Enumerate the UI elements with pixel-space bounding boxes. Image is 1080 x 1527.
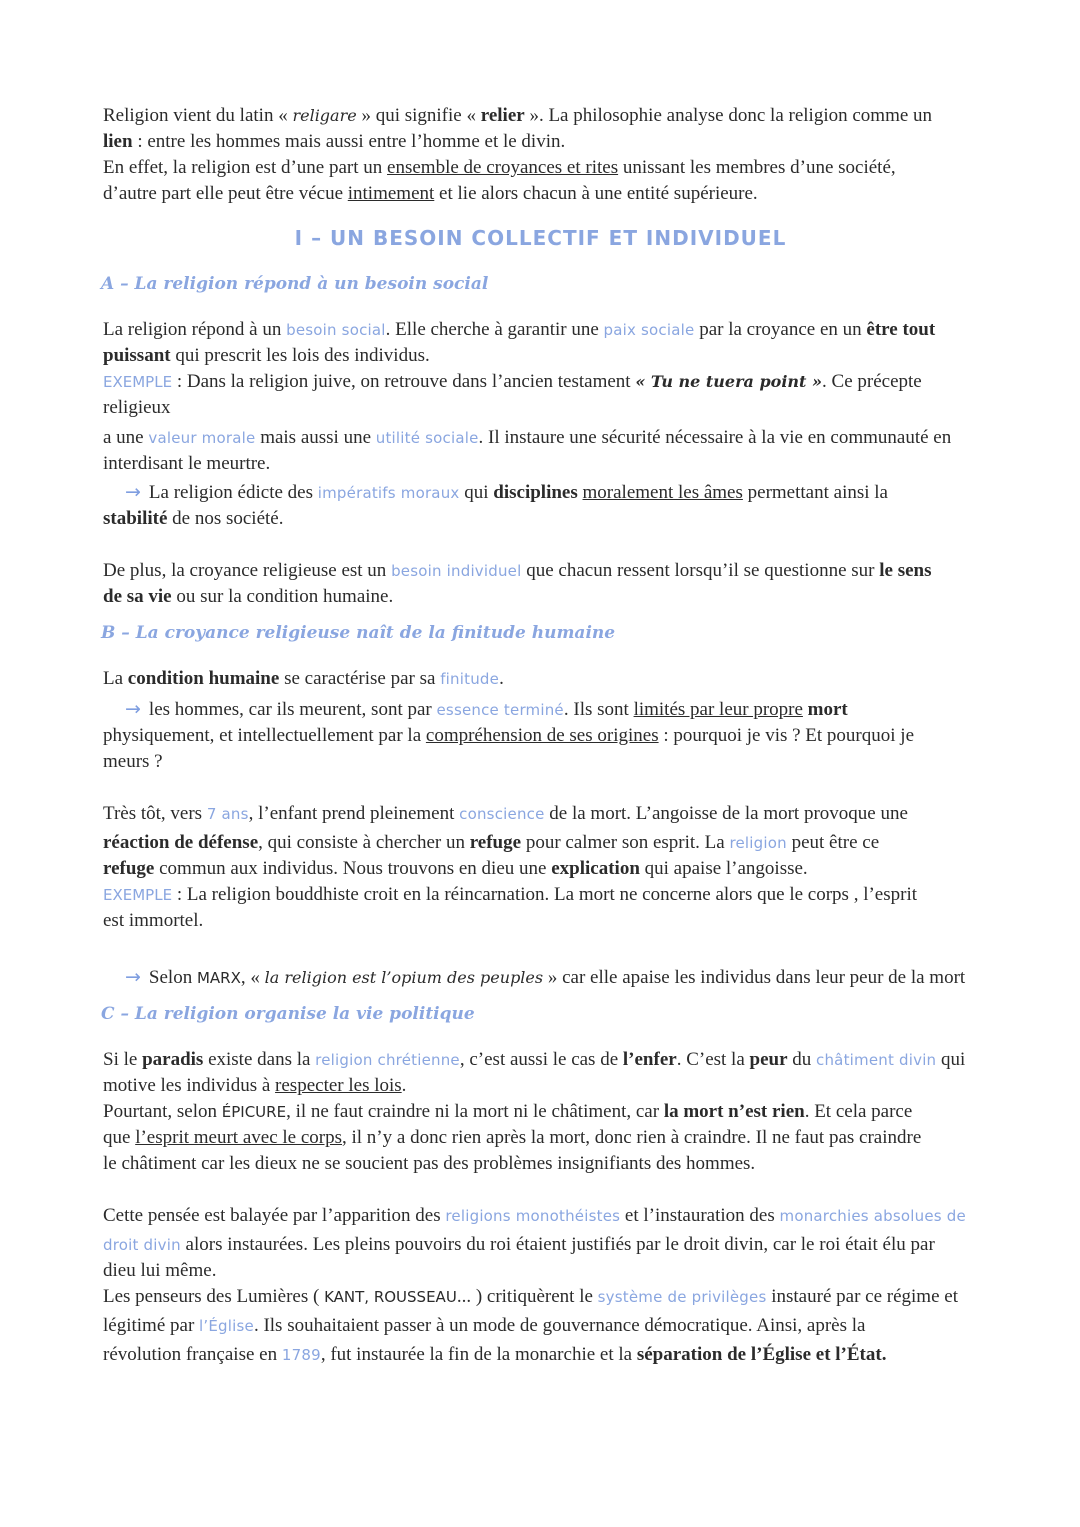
text-line: de sa vie ou sur la condition humaine. <box>103 586 394 607</box>
text-line: droit divin alors instaurées. Les pleins pouvoirs du roi étaient justifiés par le droit divin, car le roi était élu par <box>103 1234 935 1255</box>
text-line: Très tôt, vers 7 ans, l’enfant prend pleinement conscience de la mort. L’angoisse de la mort provoque une <box>103 803 908 824</box>
highlight-term: essence terminé <box>436 701 564 719</box>
key-term: relier <box>480 105 525 126</box>
highlight-term: valeur morale <box>148 429 256 447</box>
quote: « Tu ne tuera point » <box>635 372 823 391</box>
text-line: réaction de défense, qui consiste à chercher un refuge pour calmer son esprit. La religion peut être ce <box>103 832 880 853</box>
key-term: le sens <box>879 560 932 581</box>
key-term: refuge <box>469 832 522 853</box>
text-line: De plus, la croyance religieuse est un besoin individuel que chacun ressent lorsqu’il se questionne sur le sens <box>103 560 932 581</box>
example-label: EXEMPLE <box>103 886 173 904</box>
text-line: Si le paradis existe dans la religion chrétienne, c’est aussi le cas de l’enfer. C’est la peur du châtiment divin qui <box>103 1049 966 1070</box>
spacer <box>103 775 978 801</box>
text-line: révolution française en 1789, fut instaurée la fin de la monarchie et la séparation de l’Église et l’État. <box>103 1344 887 1365</box>
underlined-term: intimement <box>347 183 435 204</box>
intro-paragraph <box>103 103 978 207</box>
highlight-term: religions monothéistes <box>445 1207 621 1225</box>
highlight-term: religion chrétienne <box>315 1051 460 1069</box>
text-line: dieu lui même. <box>103 1260 217 1281</box>
arrow-right-icon: → <box>125 698 141 720</box>
highlight-term: paix sociale <box>603 321 695 339</box>
section-c-title: C – La religion organise la vie politique <box>101 1004 475 1024</box>
text-line: → Selon MARX, « la religion est l’opium des peuples » car elle apaise les individus dans leur peur de la mort <box>125 966 966 988</box>
highlight-term: conscience <box>459 805 545 823</box>
key-term: stabilité <box>103 508 168 529</box>
text-line: La religion répond à un besoin social. Elle cherche à garantir une paix sociale par la croyance en un être tout <box>103 319 936 340</box>
text-line: que l’esprit meurt avec le corps, il n’y a donc rien après la mort, donc rien à craindre. Il ne faut pas craindre <box>103 1127 922 1148</box>
highlight-term: utilité sociale <box>375 429 479 447</box>
text-line: Cette pensée est balayée par l’apparition des religions monothéistes et l’instauration des monarchies absolues de <box>103 1205 966 1226</box>
text-line: stabilité de nos société. <box>103 508 284 529</box>
text-line: refuge commun aux individus. Nous trouvons en dieu une explication qui apaise l’angoisse. <box>103 858 808 879</box>
text-line: a une valeur morale mais aussi une utilité sociale. Il instaure une sécurité nécessaire à la vie en communauté en <box>103 427 952 448</box>
key-term: séparation de l’Église et l’État. <box>636 1344 887 1365</box>
quote: la religion est l’opium des peuples <box>264 968 544 987</box>
key-term: être tout <box>866 319 936 340</box>
text-line: Pourtant, selon ÉPICURE, il ne faut craindre ni la mort ni le châtiment, car la mort n’est rien. Et cela parce <box>103 1101 913 1122</box>
main-heading: I – UN BESOIN COLLECTIF ET INDIVIDUEL <box>294 226 787 250</box>
intro-line: d’autre part elle peut être vécue intimement et lie alors chacun à une entité supérieure. <box>103 183 758 204</box>
highlight-term: finitude <box>440 670 500 688</box>
text-line: puissant qui prescrit les lois des individus. <box>103 345 430 366</box>
author-name: MARX <box>196 969 241 987</box>
text-line: → les hommes, car ils meurent, sont par essence terminé. Ils sont limités par leur propre mort <box>125 698 848 720</box>
highlight-term: 7 ans <box>206 805 249 823</box>
key-term: puissant <box>103 345 171 366</box>
text-line: → La religion édicte des impératifs moraux qui disciplines moralement les âmes permettant ainsi la <box>125 481 888 503</box>
highlight-term: droit divin <box>103 1236 181 1254</box>
spacer <box>103 1177 978 1203</box>
section-a-title: A – La religion répond à un besoin social <box>101 274 489 294</box>
text-line: interdisant le meurtre. <box>103 453 271 474</box>
key-term: réaction de défense <box>103 832 259 853</box>
highlight-term: impératifs moraux <box>317 484 460 502</box>
key-term: de sa vie <box>103 586 172 607</box>
key-term: refuge <box>103 858 155 879</box>
text-line: EXEMPLE : La religion bouddhiste croit en la réincarnation. La mort ne concerne alors que le corps , l’esprit <box>103 884 918 905</box>
author-name: ÉPICURE <box>221 1103 287 1121</box>
intro-line: En effet, la religion est d’une part un ensemble de croyances et rites unissant les membres d’une société, <box>103 157 896 178</box>
author-name: KANT, ROUSSEAU <box>324 1288 457 1306</box>
text-line: est immortel. <box>103 910 204 931</box>
key-term: disciplines <box>493 482 578 503</box>
key-term: condition humaine <box>127 668 280 689</box>
document-page <box>103 103 978 1368</box>
underlined-term: ensemble de croyances et rites <box>387 157 619 178</box>
key-term: l’enfer <box>622 1049 677 1070</box>
spacer <box>103 532 978 558</box>
key-term: mort <box>807 699 848 720</box>
text-line: La condition humaine se caractérise par sa finitude. <box>103 668 504 689</box>
section-b-title: B – La croyance religieuse naît de la finitude humaine <box>101 623 616 643</box>
highlight-term: système de privilèges <box>597 1288 767 1306</box>
key-term: peur <box>749 1049 788 1070</box>
intro-line: lien : entre les hommes mais aussi entre l’homme et le divin. <box>103 131 566 152</box>
text-line: EXEMPLE : Dans la religion juive, on retrouve dans l’ancien testament « Tu ne tuera point ». Ce précepte religieux <box>103 371 922 418</box>
text-line: meurs ? <box>103 751 163 772</box>
key-term: paradis <box>142 1049 204 1070</box>
highlight-term: besoin social <box>286 321 386 339</box>
text-line: légitimé par l’Église. Ils souhaitaient passer à un mode de gouvernance démocratique. Ainsi, après la <box>103 1315 866 1336</box>
key-term: lien <box>103 131 133 152</box>
latin-term: religare <box>292 106 357 125</box>
intro-line: Religion vient du latin « religare » qui signifie « relier ». La philosophie analyse donc la religion comme un <box>103 105 933 126</box>
highlight-term: besoin individuel <box>391 562 522 580</box>
text-line: motive les individus à respecter les lois. <box>103 1075 407 1096</box>
key-term: explication <box>551 858 640 879</box>
highlight-term: monarchies absolues de <box>779 1207 966 1225</box>
highlight-term: l’Église <box>199 1317 254 1335</box>
underlined-term: limités par leur propre <box>633 699 803 720</box>
spacer <box>103 934 978 964</box>
text-line: physiquement, et intellectuellement par la compréhension de ses origines : pourquoi je vis ? Et pourquoi je <box>103 725 914 746</box>
underlined-term: respecter les lois <box>275 1075 402 1096</box>
text-line: le châtiment car les dieux ne se soucient pas des problèmes insignifiants des hommes. <box>103 1153 756 1174</box>
key-term: la mort n’est rien <box>663 1101 805 1122</box>
highlight-term: 1789 <box>281 1346 321 1364</box>
highlight-term: religion <box>729 834 787 852</box>
example-label: EXEMPLE <box>103 373 173 391</box>
underlined-term: moralement les âmes <box>582 482 743 503</box>
underlined-term: l’esprit meurt avec le corps <box>135 1127 342 1148</box>
underlined-term: compréhension de ses origines <box>425 725 659 746</box>
arrow-right-icon: → <box>125 481 141 503</box>
highlight-term: châtiment divin <box>816 1051 937 1069</box>
text-line: Les penseurs des Lumières ( KANT, ROUSSEAU... ) critiquèrent le système de privilèges instauré par ce régime et <box>103 1286 958 1307</box>
arrow-right-icon: → <box>125 966 141 988</box>
